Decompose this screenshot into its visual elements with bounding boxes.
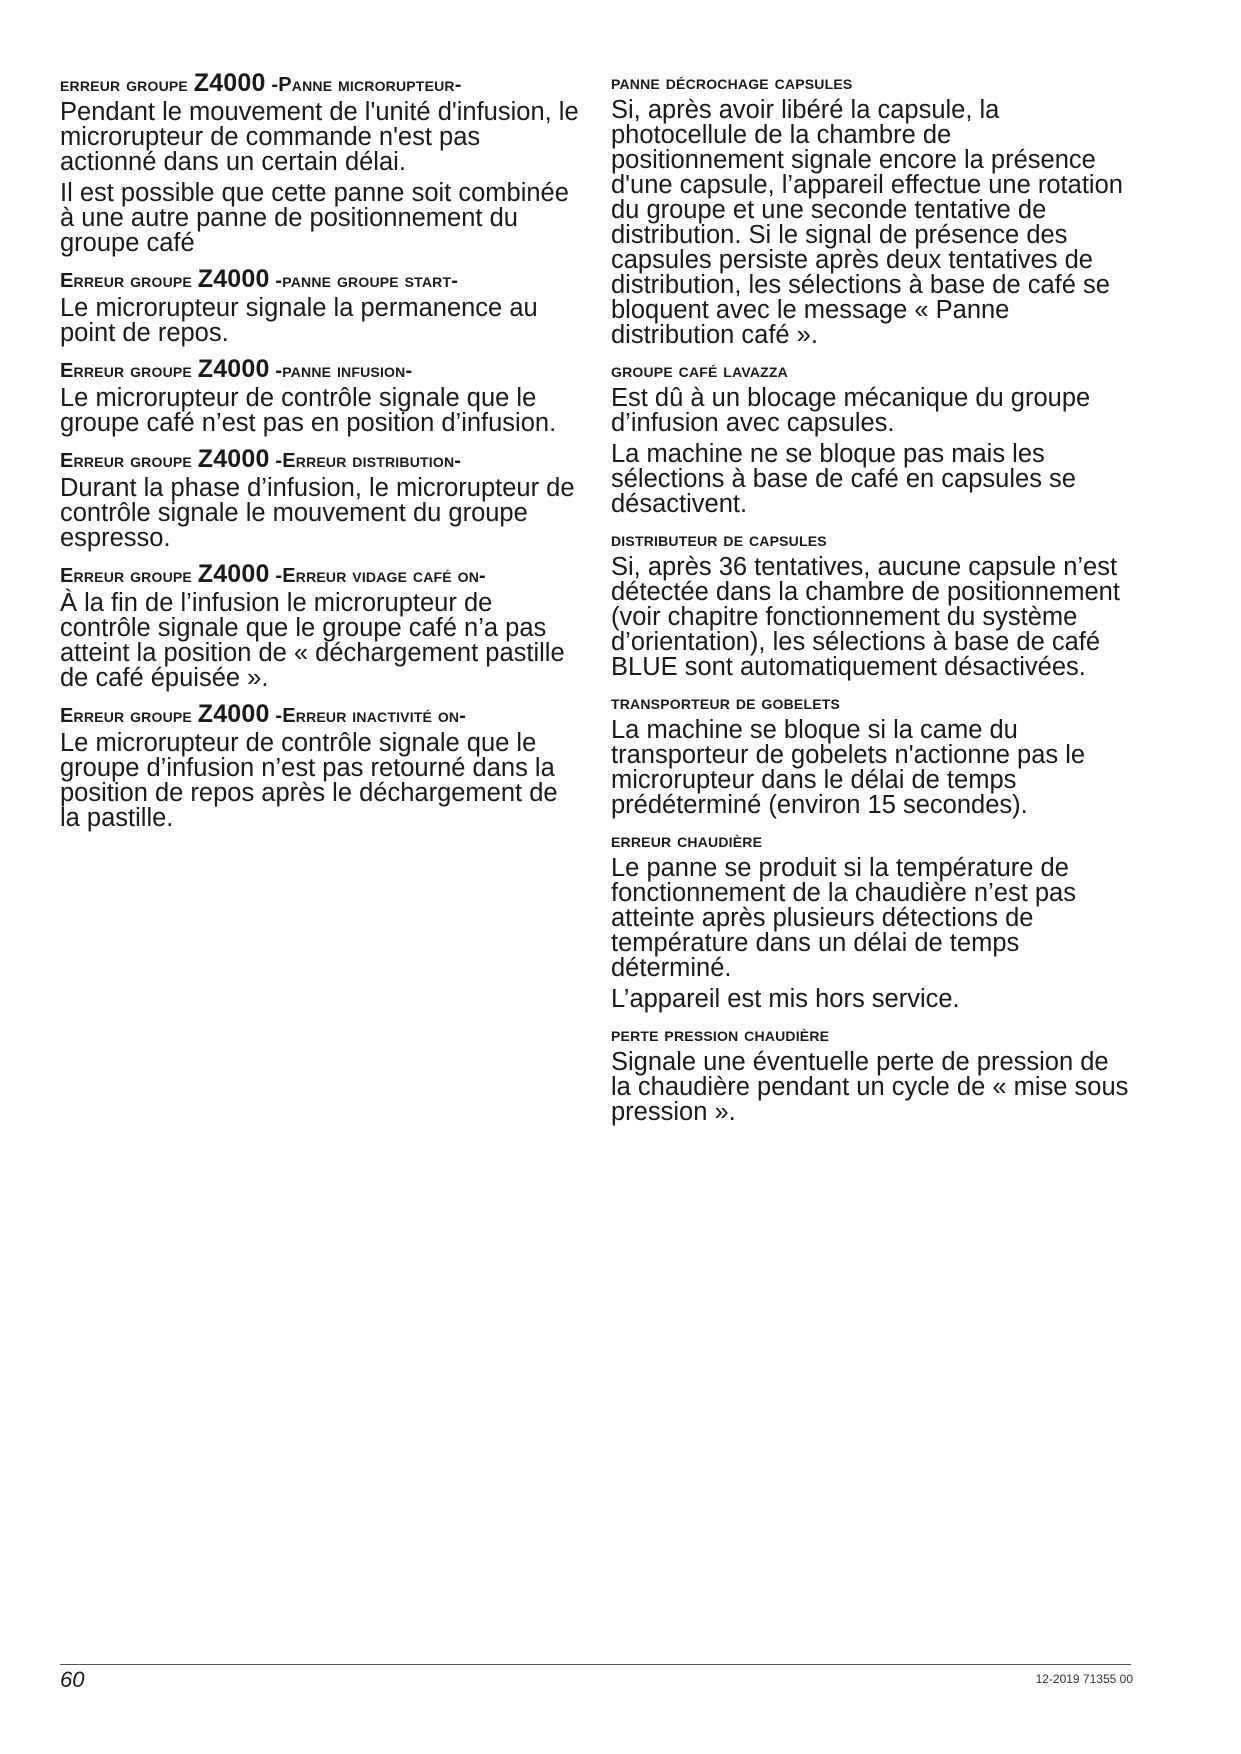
section-heading — [60, 561, 580, 589]
section-paragraph: Durant la phase d’infusion, le microrupteur de contrôle signale le mouvement du groupe espresso. — [60, 474, 575, 552]
section-z4000-panne-microrupteur — [60, 70, 580, 256]
heading-suffix: -Erreur inactivité on- — [269, 705, 467, 727]
section-transporteur-de-gobelets — [611, 690, 1131, 818]
section-heading: distributeur de capsules — [611, 529, 827, 551]
page-number: 60 — [60, 1667, 85, 1692]
section-paragraph: L’appareil est mis hors service. — [611, 985, 960, 1013]
section-heading: panne décrochage capsules — [611, 72, 853, 94]
section-z4000-erreur-vidage-cafe — [60, 561, 580, 691]
section-distributeur-de-capsules — [611, 527, 1131, 680]
heading-suffix: -panne groupe start- — [269, 270, 459, 292]
heading-code: Z4000 — [197, 445, 270, 473]
section-z4000-erreur-inactivite — [60, 701, 580, 831]
section-heading: erreur chaudière — [611, 830, 763, 852]
section-paragraph: La machine se bloque si la came du transporteur de gobelets n'actionne pas le microrupteur dans le délai de temps prédéterminé (environ 15 secondes). — [611, 716, 1086, 819]
heading-suffix: -Panne microrupteur- — [265, 74, 462, 96]
section-heading: perte pression chaudière — [611, 1024, 830, 1046]
section-paragraph: Il est possible que cette panne soit combinée à une autre panne de positionnement du groupe café — [60, 179, 569, 257]
section-panne-decrochage-capsules — [611, 70, 1131, 348]
heading-suffix: -Erreur vidage café on- — [269, 565, 486, 587]
section-paragraph: Le microrupteur signale la permanence au point de repos. — [60, 294, 538, 347]
section-groupe-cafe-lavazza — [611, 358, 1131, 517]
section-paragraph: Le microrupteur de contrôle signale que le groupe café n’est pas en position d’infusion. — [60, 384, 557, 437]
heading-prefix: erreur groupe — [60, 74, 194, 96]
section-erreur-chaudiere — [611, 828, 1131, 1012]
section-z4000-erreur-distribution — [60, 446, 580, 551]
section-heading — [60, 70, 580, 98]
document-code: 12-2019 71355 00 — [1035, 1672, 1133, 1686]
section-heading — [60, 356, 580, 384]
section-heading — [60, 446, 580, 474]
section-heading — [60, 701, 580, 729]
section-paragraph: À la fin de l’infusion le microrupteur de contrôle signale que le groupe café n’a pas atteint la position de « déchargement pastille de café épuisée ». — [60, 589, 565, 692]
heading-suffix: -panne infusion- — [269, 360, 413, 382]
section-heading: transporteur de gobelets — [611, 692, 841, 714]
heading-code: Z4000 — [197, 355, 270, 383]
right-column — [611, 70, 1131, 1135]
footer-divider — [60, 1664, 1131, 1665]
heading-prefix: Erreur groupe — [60, 450, 198, 472]
section-perte-pression-chaudiere — [611, 1022, 1131, 1125]
section-paragraph: Pendant le mouvement de l'unité d'infusion, le microrupteur de commande n'est pas actionné dans un certain délai. — [60, 98, 579, 176]
section-paragraph: Si, après 36 tentatives, aucune capsule n’est détectée dans la chambre de positionnement (voir chapitre fonctionnement du système d’orientation), les sélections à base de café BLUE sont automatiquement désactivées. — [611, 553, 1120, 681]
heading-code: Z4000 — [197, 560, 270, 588]
section-z4000-panne-groupe-start — [60, 266, 580, 346]
heading-suffix: -Erreur distribution- — [269, 450, 462, 472]
section-paragraph: Le panne se produit si la température de fonctionnement de la chaudière n’est pas atteinte après plusieurs détections de température dans un délai de temps déterminé. — [611, 854, 1076, 982]
section-paragraph: Signale une éventuelle perte de pression de la chaudière pendant un cycle de « mise sous pression ». — [611, 1048, 1129, 1126]
heading-prefix: Erreur groupe — [60, 565, 198, 587]
section-z4000-panne-infusion — [60, 356, 580, 436]
heading-prefix: Erreur groupe — [60, 705, 198, 727]
heading-code: Z4000 — [193, 69, 266, 97]
section-paragraph: Si, après avoir libéré la capsule, la photocellule de la chambre de positionnement signale encore la présence d'une capsule, l’appareil effectue une rotation du groupe et une seconde tentative de distribution. Si le signal de présence des capsules persiste après deux tentatives de distribution, les sélections à base de café se bloquent avec le message « Panne distribution café ». — [611, 96, 1123, 349]
heading-prefix: Erreur groupe — [60, 360, 198, 382]
section-paragraph: Le microrupteur de contrôle signale que le groupe d’infusion n’est pas retourné dans la position de repos après le déchargement de la pastille. — [60, 729, 558, 832]
heading-code: Z4000 — [197, 265, 270, 293]
section-heading — [60, 266, 580, 294]
heading-code: Z4000 — [197, 700, 270, 728]
section-heading: groupe café lavazza — [611, 360, 788, 382]
left-column — [60, 70, 580, 841]
heading-prefix: Erreur groupe — [60, 270, 198, 292]
section-paragraph: La machine ne se bloque pas mais les sélections à base de café en capsules se désactivent. — [611, 440, 1076, 518]
section-paragraph: Est dû à un blocage mécanique du groupe d’infusion avec capsules. — [611, 384, 1091, 437]
